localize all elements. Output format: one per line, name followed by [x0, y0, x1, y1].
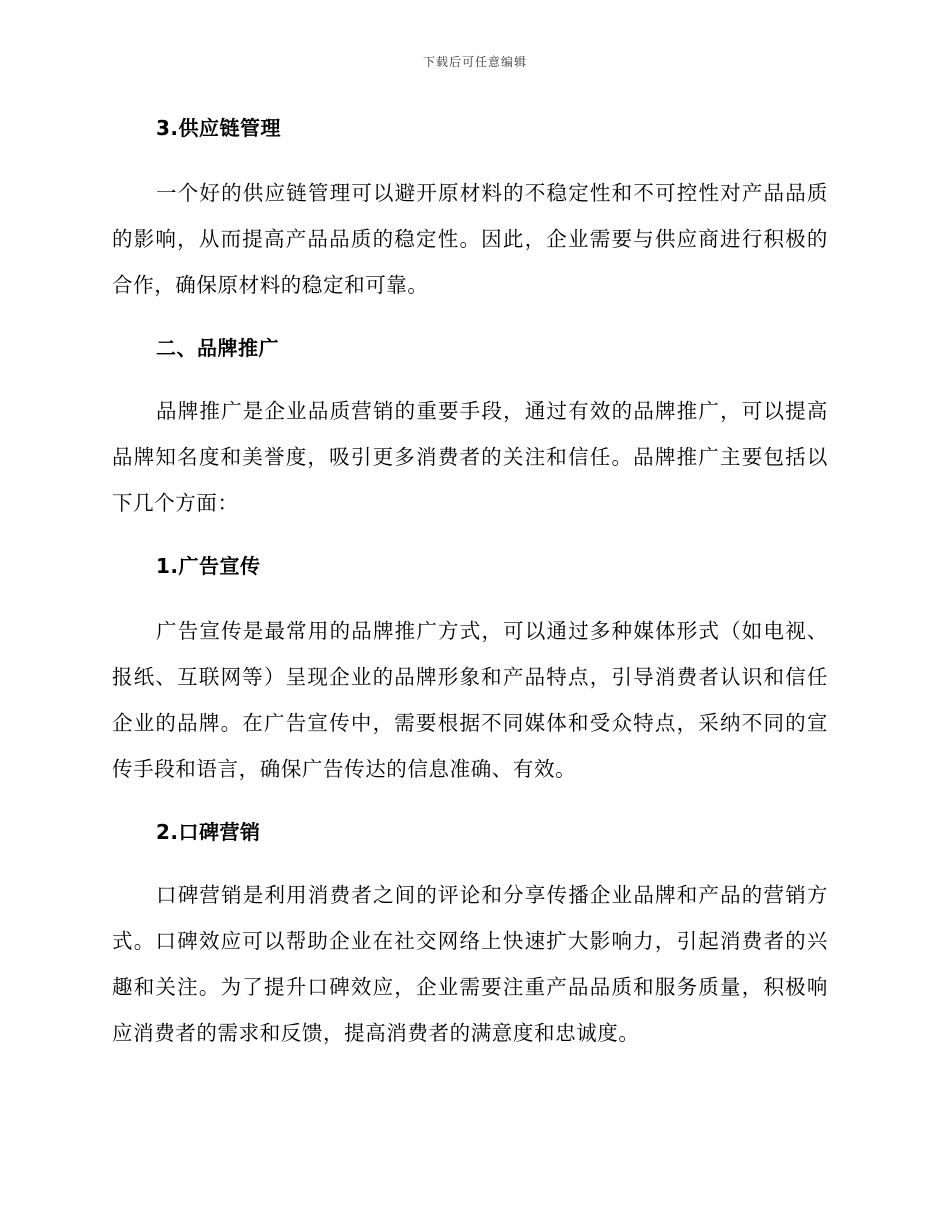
header-note: 下载后可任意编辑	[422, 55, 527, 69]
section-heading-advertising: 1.广告宣传	[156, 554, 261, 578]
section-heading-brand-promotion: 二、品牌推广	[156, 336, 279, 360]
document-body	[112, 112, 828, 1056]
section-paragraph-brand-promotion: 品牌推广是企业品质营销的重要手段，通过有效的品牌推广，可以提高品牌知名度和美誉度，吸引更多消费者的关注和信任。品牌推广主要包括以下几个方面：	[112, 399, 828, 515]
section-heading-supply-chain: 3.供应链管理	[156, 116, 282, 140]
section-heading-word-of-mouth: 2.口碑营销	[156, 820, 261, 844]
section-paragraph-advertising: 广告宣传是最常用的品牌推广方式，可以通过多种媒体形式（如电视、报纸、互联网等）呈现企业的品牌形象和产品特点，引导消费者认识和信任企业的品牌。在广告宣传中，需要根据不同媒体和受众特点，采纳不同的宣传手段和语言，确保广告传达的信息准确、有效。	[112, 619, 828, 781]
section-paragraph-word-of-mouth: 口碑营销是利用消费者之间的评论和分享传播企业品牌和产品的营销方式。口碑效应可以帮助企业在社交网络上快速扩大影响力，引起消费者的兴趣和关注。为了提升口碑效应，企业需要注重产品品质和服务质量，积极响应消费者的需求和反馈，提高消费者的满意度和忠诚度。	[112, 883, 828, 1045]
section-paragraph-supply-chain: 一个好的供应链管理可以避开原材料的不稳定性和不可控性对产品品质的影响，从而提高产品品质的稳定性。因此，企业需要与供应商进行积极的合作，确保原材料的稳定和可靠。	[112, 181, 828, 297]
